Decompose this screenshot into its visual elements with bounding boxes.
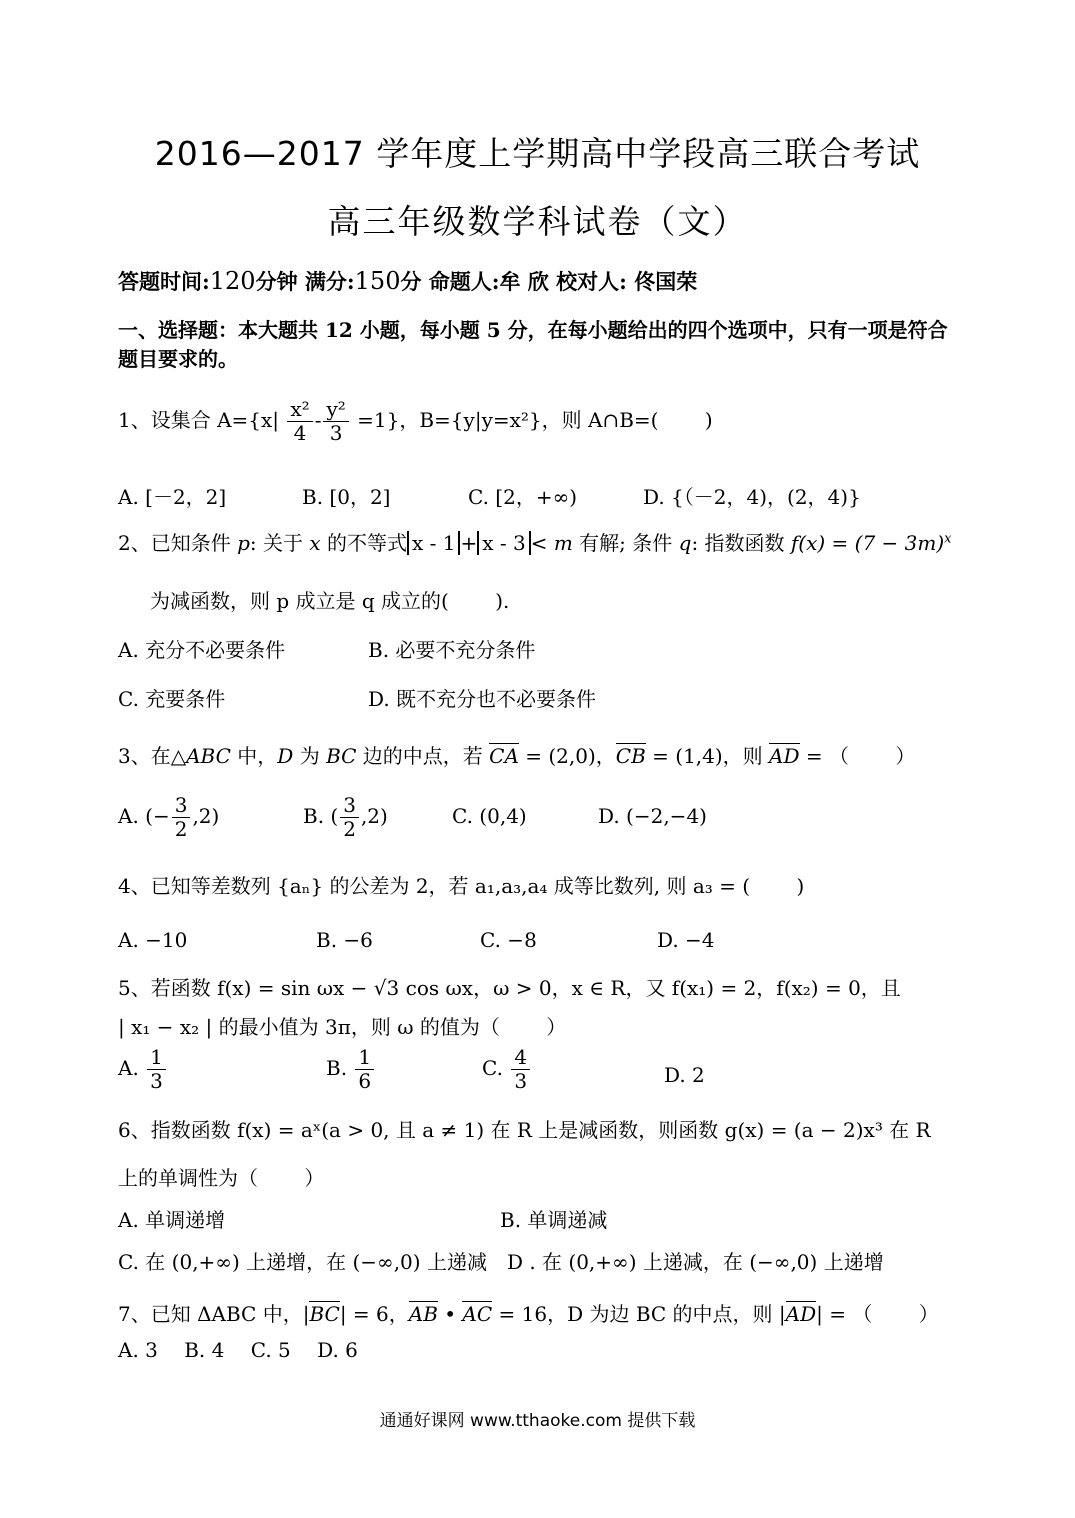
q7-text-b: | = 6， [339,1302,409,1326]
q1-option-b: B. [0，2] [302,485,391,509]
q3-option-b [303,794,388,841]
q7-vector-bc: BC [309,1302,340,1326]
q3-vector-ca: CA [489,744,519,768]
q3-option-a-den: 2 [174,817,188,841]
q3-var-bc: BC [326,744,357,768]
q1-option-a: A. [－2，2] [118,485,227,509]
q2-exponent: x [944,531,952,547]
question-2-line-1 [118,527,952,556]
q5-option-c-label: C. [482,1056,503,1080]
q5-option-b [326,1046,376,1093]
q1-option-c: C. [2，+∞) [468,485,578,509]
q3-vector-cb: CB [615,744,646,768]
q2-text-b: : 关于 [249,531,310,555]
q1-fraction-y-den: 3 [329,421,343,445]
q2-option-c: C. 充要条件 [118,687,226,711]
q7-text-c: = 16，D 为边 BC 的中点，则 | [492,1302,786,1326]
q2-text-d: < [530,531,554,555]
q5-option-c-num: 4 [511,1046,530,1070]
meta-score-value: 150 [354,267,401,295]
q2-text-a: 2、已知条件 [118,531,238,555]
q3-option-a-post: ,2) [192,804,220,828]
q4-option-d: D. −4 [657,928,715,952]
q3-option-a [118,794,219,841]
q5-option-b-label: B. [326,1056,348,1080]
question-1 [118,398,713,445]
q2-var-m: m [553,531,573,555]
q6-option-a: A. 单调递增 [118,1208,226,1232]
q3-option-b-fraction [340,794,359,841]
q7-options: A. 3 B. 4 C. 5 D. 6 [118,1338,358,1362]
q7-vector-ad: AD [785,1302,817,1326]
q5-option-a-den: 3 [150,1069,163,1093]
question-4: 4、已知等差数列 {aₙ} 的公差为 2，若 a₁,a₃,a₄ 成等比数列, 则 a₃ = ( ) [118,874,805,898]
q1-fraction-x [287,398,312,445]
meta-time-value: 120 [209,267,256,295]
q3-text-c: 为 [293,744,327,768]
q3-option-b-pre: B. ( [303,804,339,828]
q3-text-g: = (1,4)，则 [645,744,770,768]
exam-title: 2016—2017 学年度上学期高中学段高三联合考试 [154,134,921,173]
q1-minus: - [314,408,322,432]
q3-option-b-den: 2 [343,817,356,841]
q1-text-pre: 1、设集合 A={x| [118,408,280,432]
q3-text-e: 边的中点，若 [356,744,490,768]
q1-option-d: D. {（－2，4)，(2，4)} [643,485,861,509]
q5-option-c-den: 3 [514,1069,528,1093]
q6-options-c-d: C. 在 (0,+∞) 上递增，在 (−∞,0) 上递减 D . 在 (0,+∞) 上递减，在 (−∞,0) 上递增 [118,1250,884,1274]
q2-var-p: p [237,531,250,555]
q7-text-a: 7、已知 ΔABC 中，| [118,1302,310,1326]
q5-option-a-label: A. [118,1056,139,1080]
q7-vector-ab: AB [408,1302,438,1326]
q1-fraction-y [323,398,348,445]
q7-vector-ac: AC [462,1302,493,1326]
q5-option-b-den: 6 [358,1069,372,1093]
q7-text-d: | = （ ） [816,1302,939,1326]
q3-var-d: D [277,744,294,768]
q5-option-a-fraction [147,1046,166,1093]
meta-time-label: 答题时间: [118,269,210,294]
question-6-line-1: 6、指数函数 f(x) = aˣ(a > 0, 且 a ≠ 1) 在 R 上是减函数，则函数 g(x) = (a − 2)x³ 在 R [118,1118,931,1142]
question-5-line-2: | x₁ − x₂ | 的最小值为 3π，则 ω 的值为（ ） [118,1015,567,1039]
question-3 [118,740,915,769]
q4-option-c: C. −8 [480,928,537,952]
q3-option-a-pre: A. (− [118,804,170,828]
q3-text-h: = （ ） [799,744,916,768]
q5-option-c-fraction [511,1046,530,1093]
meta-score-unit: 分 命题人:牟 欣 校对人: 佟国荣 [400,269,698,294]
q2-var-x: x [309,531,321,555]
q5-option-c [482,1046,532,1093]
q4-option-b: B. −6 [316,928,373,952]
q3-var-abc: ABC [186,744,231,768]
q3-option-c: C. (0,4) [452,804,527,828]
q1-fraction-x-num: x² [287,398,312,422]
q2-option-d: D. 既不充分也不必要条件 [368,687,597,711]
meta-time-unit: 分钟 满分: [255,269,355,294]
question-6-line-2: 上的单调性为（ ） [118,1166,325,1190]
q3-option-a-fraction [172,794,191,841]
q5-option-a-num: 1 [147,1046,166,1070]
q2-option-b: B. 必要不充分条件 [368,638,536,662]
exam-meta [118,266,697,296]
q2-text-f: : 指数函数 [691,531,791,555]
q1-fraction-x-den: 4 [293,421,307,445]
q7-dot: • [437,1302,463,1326]
footer-download-note: 通通好课网 www.tthaoke.com 提供下载 [379,1411,696,1431]
q6-option-b: B. 单调递减 [500,1208,608,1232]
exam-subtitle: 高三年级数学科试卷（文） [327,202,748,241]
q1-fraction-y-num: y² [323,398,348,422]
q2-func: f(x) = (7 − 3m) [790,531,945,555]
question-2-line-2: 为减函数，则 p 成立是 q 成立的( ). [150,589,510,613]
q2-option-a: A. 充分不必要条件 [118,638,286,662]
q2-abs-1: x - 1 [407,531,460,555]
q3-option-b-num: 3 [340,794,359,818]
q3-option-d: D. (−2,−4) [598,804,707,828]
q2-var-q: q [678,531,692,555]
q2-abs-2: x - 3 [477,531,530,555]
q3-option-a-num: 3 [172,794,191,818]
q3-text-b: 中， [230,744,278,768]
q3-text-f: = (2,0)， [518,744,616,768]
section-heading: 一、选择题：本大题共 12 小题，每小题 5 分，在每小题给出的四个选项中，只有一项是符合题目要求的。 [118,318,948,371]
q1-text-post: =1}，B={y|y=x²}，则 A∩B=( ) [357,408,713,432]
question-7 [118,1298,939,1327]
q4-option-a: A. −10 [118,928,188,952]
q5-option-a [118,1046,168,1093]
q5-option-b-fraction [355,1046,374,1093]
q5-option-b-num: 1 [355,1046,374,1070]
q2-text-e: 有解; 条件 [572,531,679,555]
q3-vector-ad: AD [769,744,800,768]
q3-option-b-post: ,2) [360,804,388,828]
q2-plus: + [460,531,478,555]
question-5-line-1: 5、若函数 f(x) = sin ωx − √3 cos ωx，ω > 0，x ∈ R，又 f(x₁) = 2，f(x₂) = 0，且 [118,976,901,1000]
q2-text-c: 的不等式 [320,531,407,555]
q5-option-d: D. 2 [664,1063,705,1087]
q3-text-a: 3、在△ [118,744,187,768]
